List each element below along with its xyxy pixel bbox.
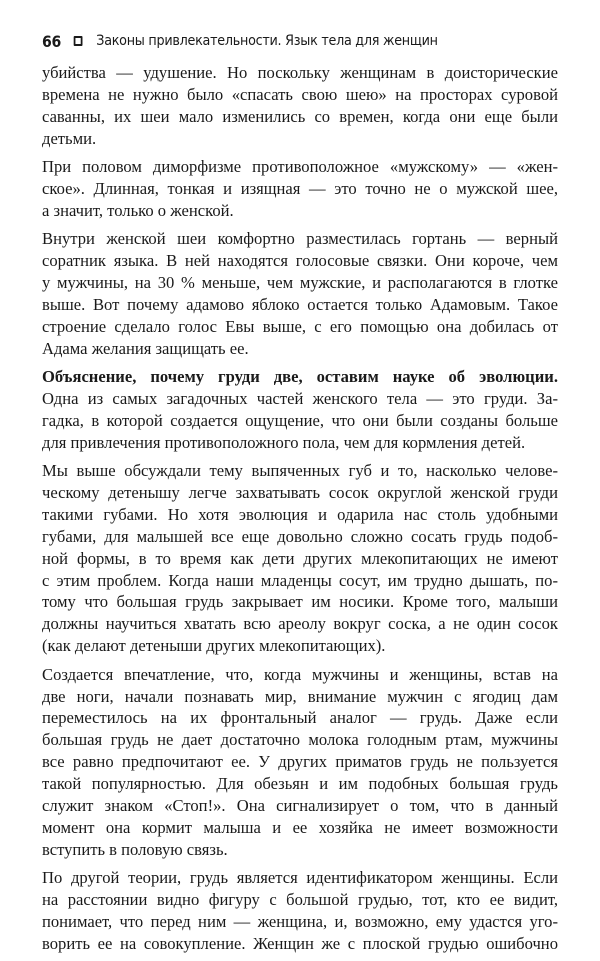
text-line: ческому детенышу легче захватывать сосок округлой женской груди — [42, 483, 558, 503]
running-header — [42, 30, 500, 52]
text-line: служит знаком «Стоп!». Она сигнализирует о том, что в данный — [42, 796, 558, 815]
text-line: соратник языка. В ней находятся голосовые связки. Они короче, чем — [42, 251, 558, 271]
paragraph — [42, 228, 558, 359]
text-line: При половом диморфизме противоположное «мужскому» — «жен- — [42, 157, 558, 177]
text-line: с этим проблем. Когда наши младенцы сосут, им трудно дышать, по- — [42, 570, 558, 590]
paragraph — [42, 460, 558, 657]
text-line: детьми. — [42, 128, 97, 148]
text-line: такими губами. Но хотя эволюция и одарила нас столь удобными — [42, 504, 558, 524]
page-number: 66 — [42, 31, 62, 51]
text-line: убийства — удушение. Но поскольку женщинам в доисторические — [42, 63, 558, 82]
paragraph — [42, 664, 558, 861]
paragraph — [42, 867, 558, 955]
text-line: Мы выше обсуждали тему выпяченных губ и то, насколько челове- — [42, 461, 558, 481]
text-line: Создается впечатление, что, когда мужчины и женщины, встав на — [42, 664, 558, 684]
text-line: должны научиться хватать всю ареолу вокруг соска, а не один сосок — [42, 614, 558, 634]
square-bullet-icon — [73, 36, 82, 46]
paragraph — [42, 62, 558, 150]
text-line: (как делают детеныши других млекопитающих). — [42, 636, 386, 656]
text-line: саванны, их шеи мало изменились со времен, когда они еще были — [42, 106, 558, 126]
text-line: переместилось на их фронтальный аналог — грудь. Даже если — [42, 708, 558, 728]
text-line: времена не нужно было «спасать свою шею» на просторах суровой — [42, 84, 558, 104]
text-line: понимает, что перед ним — женщина, и, возможно, ему удастся уго- — [42, 911, 558, 931]
text-line: момент она кормит малыша и ее хозяйка не имеет возможности — [42, 817, 558, 837]
running-title: Законы привлекательности. Язык тела для женщин — [96, 33, 438, 49]
text-line: ворить ее на совокупление. Женщин же с плоской грудью ошибочно — [42, 933, 558, 953]
paragraph — [42, 366, 558, 454]
text-line: а значит, только о женской. — [42, 200, 234, 220]
text-line: все равно предпочитают ее. У других приматов грудь не пользуется — [42, 752, 558, 772]
text-line: тому что большая грудь закрывает им носики. Кроме того, малыши — [42, 592, 558, 612]
text-line: ское». Длинная, тонкая и изящная — это точно не о мужской шее, — [42, 178, 558, 198]
bold-lead-sentence: Объяснение, почему груди две, оставим науке об эволюции. — [42, 367, 558, 387]
text-line: строение сделало голос Евы выше, с его помощью она добилась от — [42, 316, 558, 336]
text-line: выше. Вот почему адамово яблоко остается только Адамовым. Такое — [42, 294, 558, 314]
text-line: Внутри женской шеи комфортно разместилась гортань — верный — [42, 229, 558, 249]
text-line: Адама желания защищать ее. — [42, 338, 249, 358]
text-line: для привлечения противоположного пола, чем для кормления детей. — [42, 432, 526, 452]
text-line: ной формы, в то время как дети других млекопитающих не имеют — [42, 548, 558, 568]
text-line: По другой теории, грудь является идентификатором женщины. Если — [42, 868, 558, 888]
text-line: большая грудь не дает достаточно молока голодным ртам, мужчины — [42, 730, 558, 750]
text-line: две ноги, начали познавать мир, внимание мужчин с ягодиц дам — [42, 686, 558, 706]
text-line: такой популярностью. Для обезьян и им подобных большая грудь — [42, 774, 558, 794]
text-line: на расстоянии видно фигуру с большой грудью, тот, кто ее видит, — [42, 890, 558, 910]
text-line: гадка, в которой создается ощущение, что они были созданы больше — [42, 410, 558, 430]
body-text — [42, 62, 558, 961]
text-line: Одна из самых загадочных частей женского тела — это груди. За- — [42, 388, 558, 408]
text-line: вступить в половую связь. — [42, 839, 228, 859]
text-line: губами, для малышей все еще довольно сложно сосать грудь подоб- — [42, 526, 558, 546]
paragraph — [42, 156, 558, 222]
text-line: у мужчины, на 30 % меньше, чем мужские, и располагаются в глотке — [42, 273, 558, 293]
